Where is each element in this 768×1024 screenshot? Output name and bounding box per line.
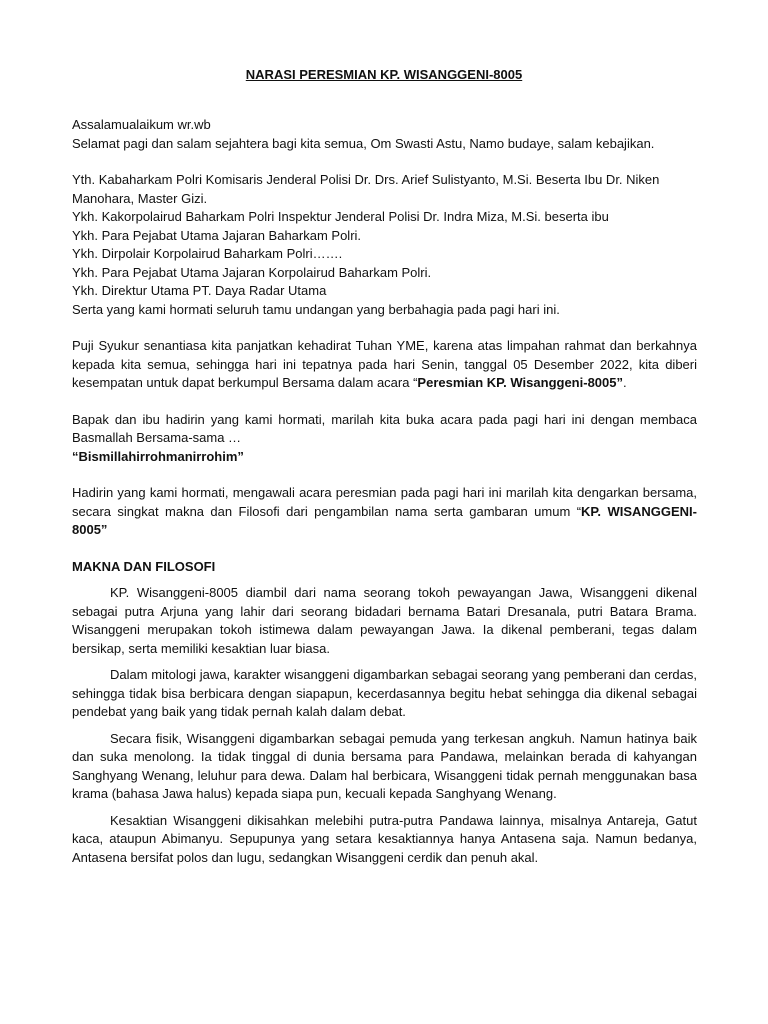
- document-title: NARASI PERESMIAN KP. WISANGGENI-8005: [245, 67, 523, 82]
- basmallah-paragraph: Bapak dan ibu hadirin yang kami hormati, marilah kita buka acara pada pagi hari ini dengan membaca Basmallah Bersama-sama …: [72, 411, 697, 445]
- salutation-line: Yth. Kabaharkam Polri Komisaris Jenderal Polisi Dr. Drs. Arief Sulistyanto, M.Si. Beserta Ibu Dr. Niken Manohara, Master Gizi.: [72, 172, 660, 206]
- puji-paragraph: [72, 337, 697, 393]
- hadirin-bold: KP. WISANGGENI-8005”: [72, 503, 697, 537]
- salutation-line: Ykh. Kakorpolairud Baharkam Polri Inspektur Jenderal Polisi Dr. Indra Miza, M.Si. beserta ibu: [72, 209, 609, 224]
- salutation-line: Ykh. Direktur Utama PT. Daya Radar Utama: [72, 283, 327, 298]
- document-body: [72, 116, 697, 867]
- greeting-line: Selamat pagi dan salam sejahtera bagi kita semua, Om Swasti Astu, Namo budaye, salam kebajikan.: [72, 135, 655, 151]
- section-heading: MAKNA DAN FILOSOFI: [72, 558, 216, 574]
- section-paragraph: Secara fisik, Wisanggeni digambarkan sebagai pemuda yang terkesan angkuh. Namun hatinya baik dan suka menolong. Ia tidak tinggal di dunia bersama para Pandawa, melainkan berada di kahyangan Sanghyang Wenang, leluhur para dewa. Dalam hal berbicara, Wisanggeni tidak pernah menggunakan basa krama (bahasa Jawa halus) kepada siapa pun, kecuali kepada Sanghyang Wenang.: [72, 730, 697, 801]
- salutation-line: Ykh. Para Pejabat Utama Jajaran Korpolairud Baharkam Polri.: [72, 264, 432, 280]
- section-paragraph: Dalam mitologi jawa, karakter wisanggeni digambarkan sebagai seorang yang pemberani dan cerdas, sehingga tidak bisa berbicara dengan siapapun, kecerdasannya begitu hebat sehingga dia dikenal sebagai pendebat yang baik yang tidak pernah kalah dalam debat.: [72, 667, 697, 719]
- salutation-line: Ykh. Dirpolair Korpolairud Baharkam Polri…….: [72, 246, 343, 261]
- basmallah-text: “Bismillahirrohmanirrohim”: [72, 448, 244, 464]
- salutation-line: Ykh. Para Pejabat Utama Jajaran Baharkam Polri.: [72, 227, 362, 243]
- puji-end: .: [622, 375, 627, 390]
- section-paragraph: Kesaktian Wisanggeni dikisahkan melebihi putra-putra Pandawa lainnya, misalnya Antareja, Gatut kaca, ataupun Abimanyu. Sepupunya yang setara kesaktiannya hanya Antasena saja. Namun bedanya, Antasena bersifat polos dan lugu, sedangkan Wisanggeni cerdik dan penuh akal.: [72, 812, 697, 865]
- basmallah-bold: [72, 448, 697, 467]
- hadirin-paragraph: [72, 484, 697, 540]
- section-paragraph: KP. Wisanggeni-8005 diambil dari nama seorang tokoh pewayangan Jawa, Wisanggeni dikenal sebagai putra Arjuna yang lahir dari seorang bidadari bernama Batari Dresanala, putri Batara Brama. Wisanggeni merupakan tokoh istimewa dalam pewayangan Jawa. Ia dikenal pemberani, tegas dalam bersikap, serta memiliki kesaktian luar biasa.: [72, 585, 697, 656]
- salutation-line: Serta yang kami hormati seluruh tamu undangan yang berbahagia pada pagi hari ini.: [72, 301, 560, 317]
- greeting-line: Assalamualaikum wr.wb: [72, 117, 211, 132]
- puji-text: Puji Syukur senantiasa kita panjatkan kehadirat Tuhan YME, karena atas limpahan rahmat dan berkahnya kepada kita semua, sehingga hari ini tepatnya pada hari Senin, tanggal 05 Desember 2022, kita diberi kesempatan untuk dapat berkumpul Bersama dalam acara “: [72, 338, 697, 390]
- hadirin-text: Hadirin yang kami hormati, mengawali acara peresmian pada pagi hari ini marilah kita dengarkan bersama, secara singkat makna dan Filosofi dari pengambilan nama serta gambaran umum “: [72, 485, 697, 519]
- puji-bold: Peresmian KP. Wisanggeni-8005”: [417, 375, 623, 390]
